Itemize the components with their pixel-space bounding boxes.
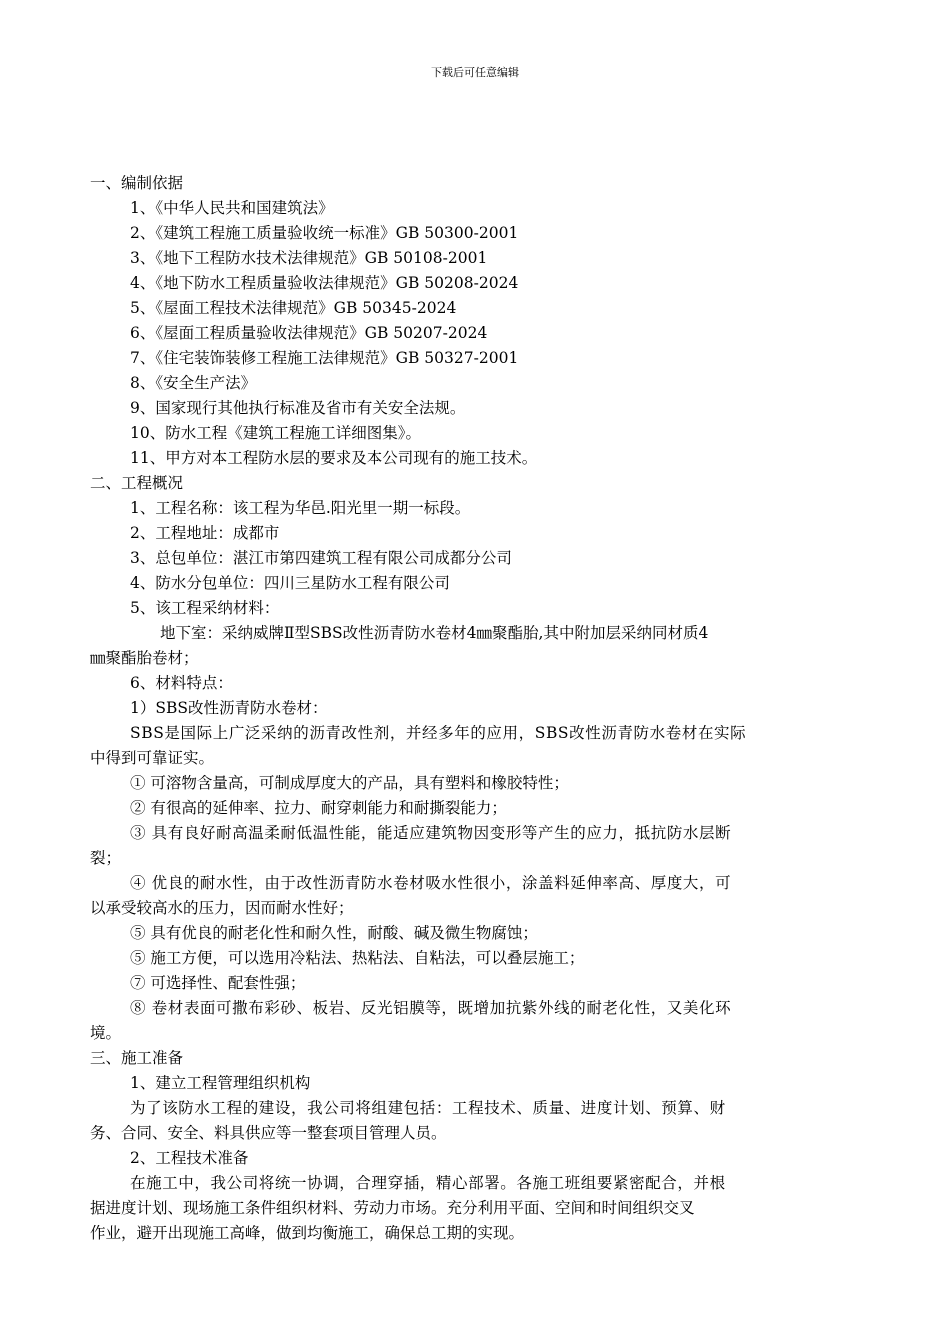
text-line: 6、材料特点： xyxy=(130,674,233,692)
text-line: ③ 具有良好耐高温柔耐低温性能，能适应建筑物因变形等产生的应力，抵抗防水层断 xyxy=(130,824,732,842)
text-line: 3、《地下工程防水技术法律规范》GB 50108-2001 xyxy=(130,249,488,267)
text-line: 一、编制依据 xyxy=(90,174,184,192)
text-line: 5、《屋面工程技术法律规范》GB 50345-2024 xyxy=(130,299,457,317)
text-line: 4、《地下防水工程质量验收法律规范》GB 50208-2024 xyxy=(130,274,519,292)
text-line: 4、防水分包单位：四川三星防水工程有限公司 xyxy=(130,574,450,592)
text-line: 为了该防水工程的建设，我公司将组建包括：工程技术、质量、进度计划、预算、财 xyxy=(130,1099,726,1117)
text-line: 在施工中，我公司将统一协调，合理穿插，精心部署。各施工班组要紧密配合，并根 xyxy=(130,1174,726,1192)
text-line: ⑦ 可选择性、配套性强； xyxy=(130,974,306,992)
text-line: 9、国家现行其他执行标准及省市有关安全法规。 xyxy=(130,399,466,417)
text-line: 8、《安全生产法》 xyxy=(130,374,257,392)
text-line: 以承受较高水的压力，因而耐水性好； xyxy=(90,899,354,917)
text-line: ⑤ 具有优良的耐老化性和耐久性，耐酸、碱及微生物腐蚀； xyxy=(130,924,538,942)
text-line: 作业，避开出现施工高峰，做到均衡施工，确保总工期的实现。 xyxy=(90,1224,525,1242)
text-line: 境。 xyxy=(90,1024,122,1042)
text-line: ㎜聚酯胎卷材； xyxy=(90,649,199,667)
text-line: 10、防水工程《建筑工程施工详细图集》。 xyxy=(130,424,421,442)
text-line: 1、《中华人民共和国建筑法》 xyxy=(130,199,334,217)
text-line: ④ 优良的耐水性，由于改性沥青防水卷材吸水性很小，涂盖料延伸率高、厚度大，可 xyxy=(130,874,732,892)
text-line: ① 可溶物含量高，可制成厚度大的产品，具有塑料和橡胶特性； xyxy=(130,774,569,792)
text-line: ② 有很高的延伸率、拉力、耐穿刺能力和耐撕裂能力； xyxy=(130,799,507,817)
text-line: 5、该工程采纳材料： xyxy=(130,599,280,617)
text-line: 1、工程名称：该工程为华邑.阳光里一期一标段。 xyxy=(130,499,471,517)
text-line: 7、《住宅装饰装修工程施工法律规范》GB 50327-2001 xyxy=(130,349,519,367)
text-line: 三、施工准备 xyxy=(90,1049,184,1067)
document-body xyxy=(90,171,850,1246)
text-line: 中得到可靠证实。 xyxy=(90,749,215,767)
text-line: 2、《建筑工程施工质量验收统一标准》GB 50300-2001 xyxy=(130,224,519,242)
page-header-note: 下载后可任意编辑 xyxy=(431,66,519,79)
text-line: 2、工程技术准备 xyxy=(130,1149,249,1167)
text-line: 1、建立工程管理组织机构 xyxy=(130,1074,311,1092)
text-line: 地下室：采纳威牌Ⅱ型SBS改性沥青防水卷材4㎜聚酯胎,其中附加层采纳同材质4 xyxy=(160,624,709,642)
text-line: 据进度计划、现场施工条件组织材料、劳动力市场。充分利用平面、空间和时间组织交叉 xyxy=(90,1199,695,1217)
text-line: 2、工程地址：成都市 xyxy=(130,524,280,542)
text-line: 3、总包单位：湛江市第四建筑工程有限公司成都分公司 xyxy=(130,549,512,567)
text-line: SBS是国际上广泛采纳的沥青改性剂，并经多年的应用，SBS改性沥青防水卷材在实际 xyxy=(130,724,747,742)
text-line: 二、工程概况 xyxy=(90,474,184,492)
text-line: ⑧ 卷材表面可撒布彩砂、板岩、反光铝膜等，既增加抗紫外线的耐老化性，又美化环 xyxy=(130,999,732,1017)
text-line: 6、《屋面工程质量验收法律规范》GB 50207-2024 xyxy=(130,324,488,342)
text-line: 1）SBS改性沥青防水卷材： xyxy=(130,699,328,717)
text-line: ⑤ 施工方便，可以选用冷粘法、热粘法、自粘法，可以叠层施工； xyxy=(130,949,585,967)
text-line: 11、甲方对本工程防水层的要求及本公司现有的施工技术。 xyxy=(130,449,538,467)
text-line: 务、合同、安全、料具供应等一整套项目管理人员。 xyxy=(90,1124,447,1142)
text-line: 裂； xyxy=(90,849,122,867)
